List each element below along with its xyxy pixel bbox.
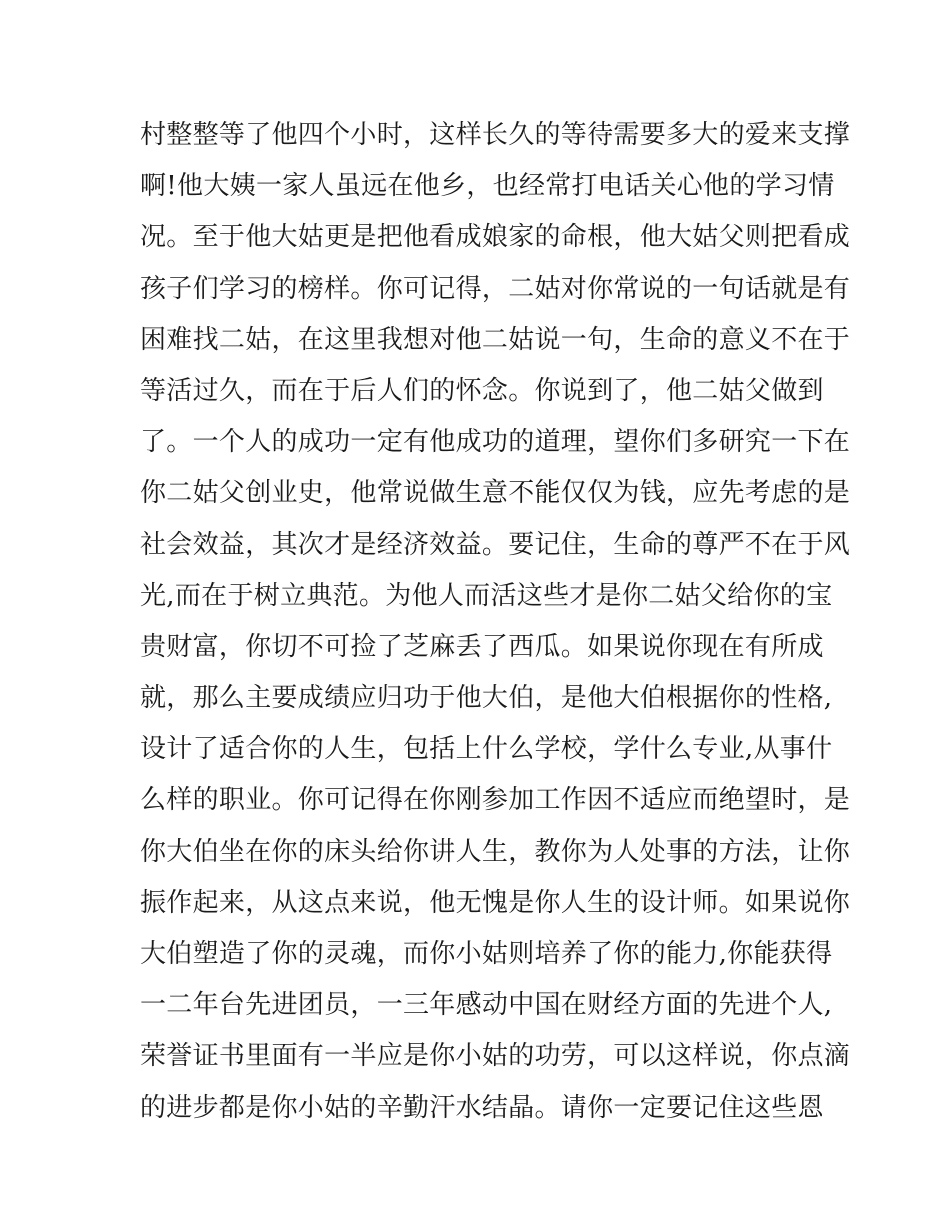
text-line: 贵财富，你切不可捡了芝麻丢了西瓜。如果说你现在有所成	[140, 631, 824, 662]
text-line: 荣誉证书里面有一半应是你小姑的功劳，可以这样说，你点滴	[140, 1041, 851, 1072]
text-line: 振作起来，从这点来说，他无愧是你人生的设计师。如果说你	[140, 887, 851, 918]
text-line: 一二年台先进团员，一三年感动中国在财经方面的先进个人,	[140, 990, 833, 1021]
text-line: 村整整等了他四个小时，这样长久的等待需要多大的爱来支撑	[140, 120, 851, 150]
text-line: 况。至于他大姑更是把他看成娘家的命根，他大姑父则把看成	[140, 222, 851, 253]
text-line: 么样的职业。你可记得在你刚参加工作因不适应而绝望时，是	[140, 785, 851, 816]
text-line: 大伯塑造了你的灵魂，而你小姑则培养了你的能力,你能获得	[140, 939, 833, 969]
text-line: 设计了适合你的人生，包括上什么学校，学什么专业,从事什	[140, 734, 833, 765]
text-line: 你二姑父创业史，他常说做生意不能仅仅为钱，应先考虑的是	[140, 478, 851, 509]
text-line: 啊!他大姨一家人虽远在他乡，也经常打电话关心他的学习情	[140, 171, 835, 202]
text-line: 的进步都是你小姑的辛勤汗水结晶。请你一定要记住这些恩	[140, 1092, 824, 1123]
text-line: 等活过久，而在于后人们的怀念。你说到了，他二姑父做到	[140, 375, 824, 406]
text-line: 就，那么主要成绩应归功于他大伯，是他大伯根据你的性格,	[140, 683, 833, 714]
body-text	[140, 110, 851, 1134]
text-line: 你大伯坐在你的床头给你讲人生，教你为人处事的方法，让你	[140, 836, 851, 867]
text-line: 社会效益，其次才是经济效益。要记住，生命的尊严不在于风	[140, 529, 851, 560]
text-line: 了。一个人的成功一定有他成功的道理，望你们多研究一下在	[140, 427, 851, 458]
text-line: 孩子们学习的榜样。你可记得，二姑对你常说的一句话就是有	[140, 273, 851, 304]
text-line: 困难找二姑，在这里我想对他二姑说一句，生命的意义不在于	[140, 324, 851, 355]
text-line: 光,而在于树立典范。为他人而活这些才是你二姑父给你的宝	[140, 580, 833, 611]
